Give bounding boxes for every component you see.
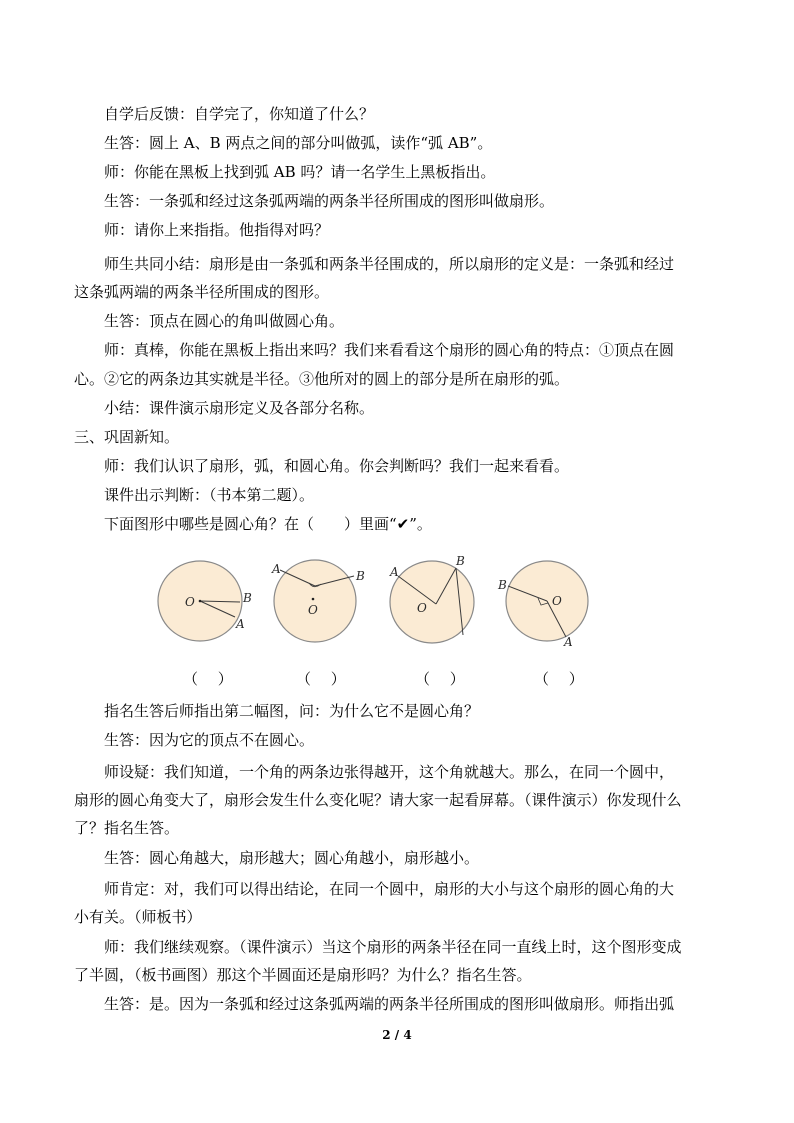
paragraph-continuation: 了半圆，（板书画图）那这个半圆面还是扇形吗？为什么？指名生答。 (74, 966, 532, 984)
circle-figure-3 (384, 554, 494, 654)
circle-figure-2 (266, 554, 376, 654)
label-o: O (308, 603, 318, 617)
paragraph: 生答：一条弧和经过这条弧两端的两条半径所围成的图形叫做扇形。 (104, 192, 555, 210)
label-b: B (498, 578, 507, 592)
answer-blank-1[interactable]: （ ） (183, 670, 233, 688)
circle-shape (274, 560, 356, 642)
paragraph: 师肯定：对，我们可以得出结论，在同一个圆中，扇形的大小与这个扇形的圆心角的大 (104, 880, 675, 898)
page-number: 2 / 4 (382, 1028, 412, 1042)
label-a: A (564, 635, 573, 649)
answer-blank-2[interactable]: （ ） (296, 670, 346, 688)
circle-figure-1-graphic (152, 554, 262, 654)
paragraph-continuation: 扇形的圆心角变大了，扇形会发生什么变化呢？请大家一起看屏幕。（课件演示）你发现什么 (74, 791, 682, 809)
center-point (312, 598, 315, 601)
circle-figure-4-graphic (500, 554, 610, 654)
paragraph: 师：我们认识了扇形，弧，和圆心角。你会判断吗？我们一起来看看。 (104, 457, 570, 475)
paragraph: 课件出示判断：（书本第二题）。 (104, 486, 315, 504)
paragraph: 生答：圆心角越大，扇形越大；圆心角越小，扇形越小。 (104, 849, 480, 867)
label-a: A (272, 562, 281, 576)
answer-blank-4[interactable]: （ ） (534, 670, 584, 688)
circle-figure-2-graphic (266, 554, 376, 654)
paragraph: 生答：因为它的顶点不在圆心。 (104, 731, 315, 749)
paragraph: 下面图形中哪些是圆心角？在（ ）里画“✔”。 (104, 515, 432, 533)
paragraph: 师：请你上来指指。他指得对吗？ (104, 221, 330, 239)
paragraph-continuation: 心。②它的两条边其实就是半径。③他所对的圆上的部分是所在扇形的弧。 (74, 370, 570, 388)
label-o: O (185, 595, 195, 609)
paragraph: 师生共同小结：扇形是由一条弧和两条半径围成的，所以扇形的定义是：一条弧和经过 (104, 255, 675, 273)
paragraph-continuation: 了？指名生答。 (74, 819, 180, 837)
circle-shape (390, 561, 474, 643)
paragraph: 师：我们继续观察。（课件演示）当这个扇形的两条半径在同一直线上时，这个图形变成 (104, 938, 682, 956)
paragraph-continuation: 小有关。（师板书） (74, 908, 202, 926)
label-b: B (356, 569, 365, 583)
paragraph: 生答：是。因为一条弧和经过这条弧两端的两条半径所围成的图形叫做扇形。师指出弧 (104, 995, 675, 1013)
label-b: B (243, 591, 252, 605)
label-o: O (417, 601, 427, 615)
paragraph: 师：你能在黑板上找到弧 AB 吗？请一名学生上黑板指出。 (104, 163, 496, 181)
paragraph: 自学后反馈：自学完了，你知道了什么？ (104, 105, 375, 123)
paragraph: 生答：圆上 A、B 两点之间的部分叫做弧，读作“弧 AB”。 (104, 134, 493, 152)
section-heading: 三、巩固新知。 (74, 428, 180, 446)
paragraph: 生答：顶点在圆心的角叫做圆心角。 (104, 312, 345, 330)
answer-blank-3[interactable]: （ ） (415, 670, 465, 688)
paragraph: 师设疑：我们知道，一个角的两条边张得越开，这个角就越大。那么，在同一个圆中， (104, 763, 675, 781)
paragraph: 师：真棒，你能在黑板上指出来吗？我们来看看这个扇形的圆心角的特点：①顶点在圆 (104, 341, 675, 359)
paragraph: 指名生答后师指出第二幅图，问：为什么它不是圆心角？ (104, 702, 480, 720)
label-a: A (390, 565, 399, 579)
label-b: B (456, 554, 465, 568)
paragraph-continuation: 这条弧两端的两条半径所围成的图形。 (74, 283, 330, 301)
label-a: A (236, 617, 245, 631)
label-o: O (552, 594, 562, 608)
circle-figure-3-graphic (384, 554, 494, 654)
paragraph: 小结：课件演示扇形定义及各部分名称。 (104, 399, 375, 417)
circle-figure-4 (500, 554, 610, 654)
center-point (199, 600, 202, 603)
circle-figure-1 (152, 554, 262, 654)
